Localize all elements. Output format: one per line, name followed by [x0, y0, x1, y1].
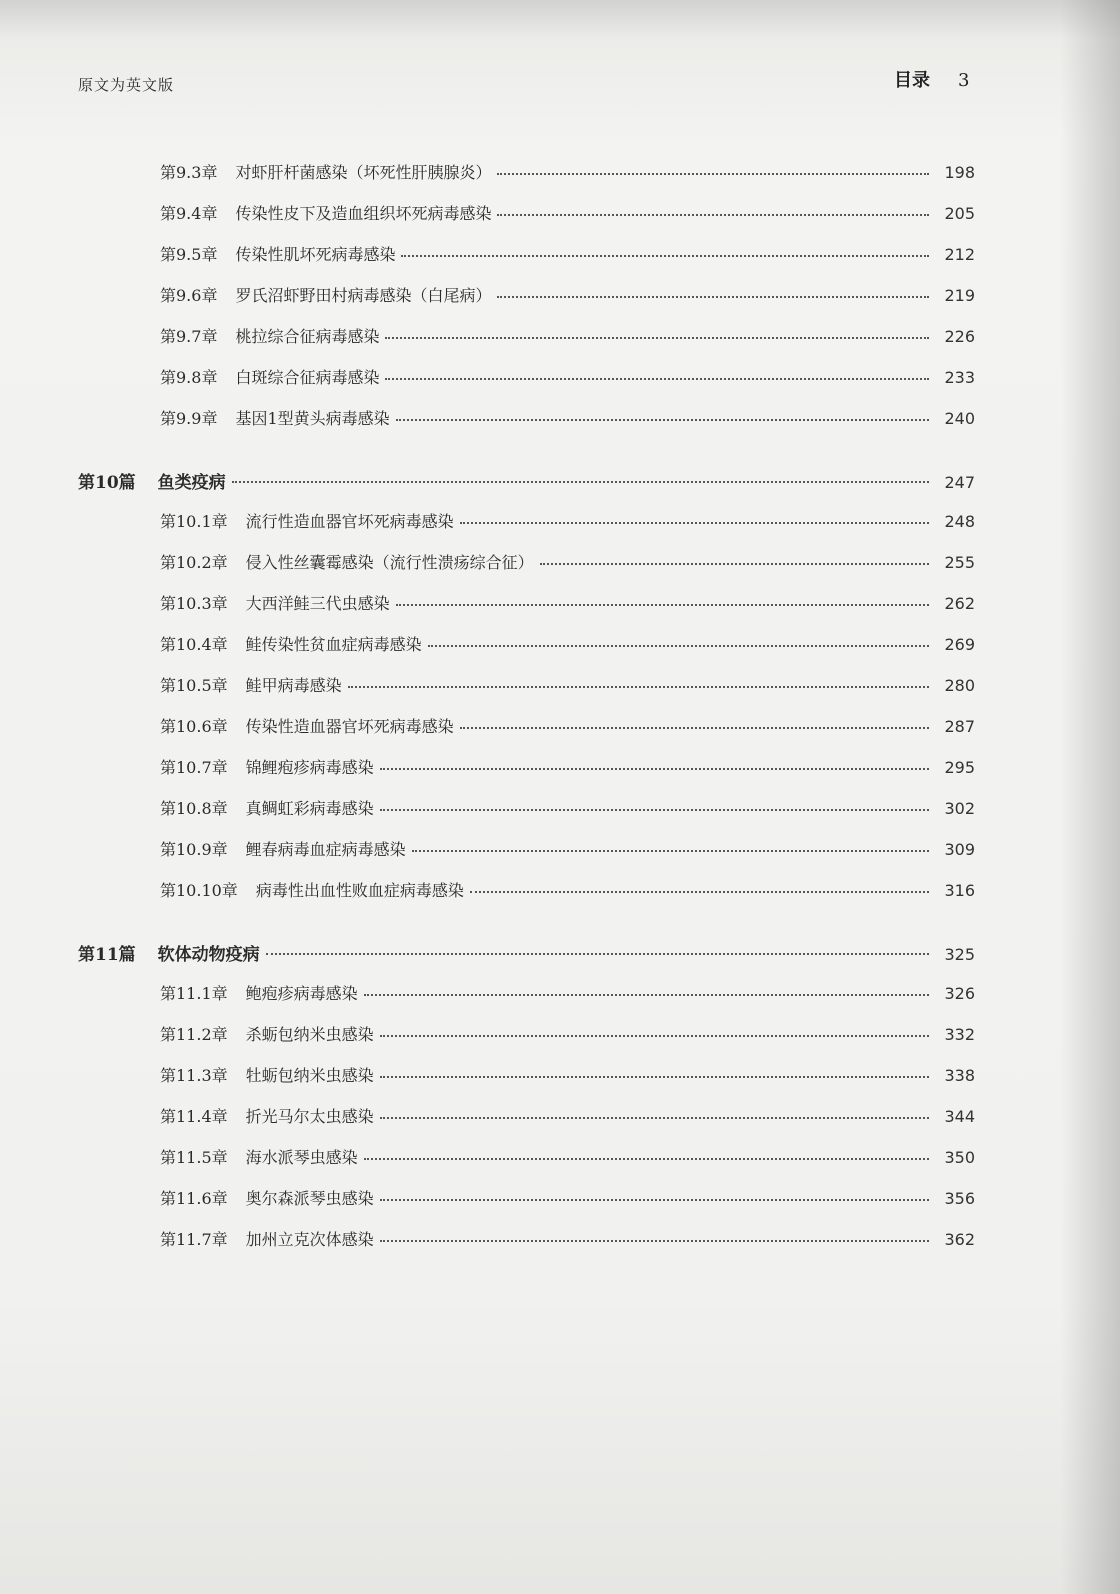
entry-title: 鲤春病毒血症病毒感染	[245, 840, 406, 859]
entry-page: 362	[944, 1230, 975, 1249]
entry-number: 第9.6章	[160, 286, 218, 305]
dot-leader	[460, 727, 929, 729]
entry-page: 356	[944, 1189, 975, 1208]
dot-leader	[232, 481, 929, 483]
entry-page: 212	[944, 245, 975, 264]
toc-entry[interactable]	[160, 591, 975, 615]
entry-page: 248	[944, 512, 975, 531]
entry-title: 病毒性出血性败血症病毒感染	[255, 881, 464, 900]
toc-entry[interactable]	[160, 324, 975, 348]
section-title: 目录	[894, 70, 930, 91]
toc-entry[interactable]	[160, 1145, 975, 1169]
toc-part-entry[interactable]	[78, 940, 975, 964]
entry-number: 第9.3章	[160, 163, 218, 182]
toc-entry[interactable]	[160, 283, 975, 307]
toc-entry[interactable]	[160, 1104, 975, 1128]
dot-leader	[470, 891, 929, 893]
entry-page: 338	[944, 1066, 975, 1085]
entry-page: 344	[944, 1107, 975, 1126]
part-title: 软体动物疫病	[157, 945, 260, 965]
dot-leader	[380, 809, 929, 811]
entry-number: 第11.1章	[160, 984, 228, 1003]
entry-title: 传染性肌坏死病毒感染	[235, 245, 396, 264]
entry-title: 牡蛎包纳米虫感染	[245, 1066, 374, 1085]
toc-part-entry[interactable]	[78, 468, 975, 492]
entry-number: 第10.5章	[160, 676, 228, 695]
entry-number: 第10.4章	[160, 635, 228, 654]
entry-title: 折光马尔太虫感染	[245, 1107, 374, 1126]
entry-number: 第9.9章	[160, 409, 218, 428]
entry-number: 第10.9章	[160, 840, 228, 859]
entry-number: 第9.7章	[160, 327, 218, 346]
dot-leader	[497, 296, 929, 298]
dot-leader	[412, 850, 929, 852]
part-number: 第11篇	[78, 945, 136, 965]
entry-page: 205	[944, 204, 975, 223]
toc-entry[interactable]	[160, 509, 975, 533]
toc-entry[interactable]	[160, 201, 975, 225]
toc-entry[interactable]	[160, 714, 975, 738]
entry-number: 第10.1章	[160, 512, 228, 531]
toc-entry[interactable]	[160, 365, 975, 389]
dot-leader	[380, 1117, 929, 1119]
dot-leader	[380, 1240, 929, 1242]
part-title: 鱼类疫病	[157, 473, 226, 493]
entry-title: 传染性皮下及造血组织坏死病毒感染	[235, 204, 492, 223]
entry-page: 287	[944, 717, 975, 736]
header-note: 原文为英文版	[78, 76, 175, 94]
entry-title: 鲍疱疹病毒感染	[245, 984, 358, 1003]
entry-page: 309	[944, 840, 975, 859]
dot-leader	[396, 419, 929, 421]
entry-title: 鲑甲病毒感染	[245, 676, 342, 695]
dot-leader	[540, 563, 929, 565]
entry-title: 对虾肝杆菌感染（坏死性肝胰腺炎）	[235, 163, 492, 182]
entry-page: 325	[944, 945, 975, 964]
entry-title: 流行性造血器官坏死病毒感染	[245, 512, 454, 531]
entry-title: 侵入性丝囊霉感染（流行性溃疡综合征）	[245, 553, 534, 572]
entry-page: 350	[944, 1148, 975, 1167]
toc-entry[interactable]	[160, 550, 975, 574]
dot-leader	[428, 645, 929, 647]
entry-number: 第11.2章	[160, 1025, 228, 1044]
dot-leader	[348, 686, 929, 688]
entry-number: 第11.6章	[160, 1189, 228, 1208]
toc-entry[interactable]	[160, 1186, 975, 1210]
toc-entry[interactable]	[160, 1227, 975, 1251]
toc-entry[interactable]	[160, 632, 975, 656]
toc-entry[interactable]	[160, 981, 975, 1005]
page-number: 3	[958, 70, 970, 91]
entry-number: 第10.8章	[160, 799, 228, 818]
dot-leader	[497, 214, 929, 216]
entry-title: 基因1型黄头病毒感染	[235, 409, 390, 428]
dot-leader	[380, 1035, 929, 1037]
toc-entry[interactable]	[160, 1063, 975, 1087]
toc-entry[interactable]	[160, 837, 975, 861]
entry-number: 第11.4章	[160, 1107, 228, 1126]
entry-number: 第11.7章	[160, 1230, 228, 1249]
entry-number: 第9.4章	[160, 204, 218, 223]
entry-title: 白斑综合征病毒感染	[235, 368, 380, 387]
dot-leader	[401, 255, 929, 257]
entry-page: 262	[944, 594, 975, 613]
entry-number: 第10.7章	[160, 758, 228, 777]
entry-title: 加州立克次体感染	[245, 1230, 374, 1249]
entry-title: 罗氏沼虾野田村病毒感染（白尾病）	[235, 286, 492, 305]
entry-number: 第10.6章	[160, 717, 228, 736]
entry-number: 第11.5章	[160, 1148, 228, 1167]
entry-title: 海水派琴虫感染	[245, 1148, 358, 1167]
toc-entry[interactable]	[160, 755, 975, 779]
dot-leader	[380, 768, 929, 770]
entry-page: 198	[944, 163, 975, 182]
entry-page: 247	[944, 473, 975, 492]
entry-title: 大西洋鲑三代虫感染	[245, 594, 390, 613]
dot-leader	[266, 953, 929, 955]
entry-number: 第9.5章	[160, 245, 218, 264]
dot-leader	[380, 1199, 929, 1201]
entry-number: 第10.3章	[160, 594, 228, 613]
entry-title: 锦鲤疱疹病毒感染	[245, 758, 374, 777]
entry-number: 第10.2章	[160, 553, 228, 572]
entry-page: 316	[944, 881, 975, 900]
entry-page: 219	[944, 286, 975, 305]
entry-page: 332	[944, 1025, 975, 1044]
entry-page: 295	[944, 758, 975, 777]
entry-page: 269	[944, 635, 975, 654]
toc-entry[interactable]	[160, 878, 975, 902]
entry-page: 255	[944, 553, 975, 572]
dot-leader	[364, 994, 929, 996]
dot-leader	[364, 1158, 929, 1160]
entry-number: 第11.3章	[160, 1066, 228, 1085]
dot-leader	[385, 378, 929, 380]
toc-entry[interactable]	[160, 796, 975, 820]
entry-page: 226	[944, 327, 975, 346]
entry-title: 杀蛎包纳米虫感染	[245, 1025, 374, 1044]
entry-title: 传染性造血器官坏死病毒感染	[245, 717, 454, 736]
entry-title: 真鲷虹彩病毒感染	[245, 799, 374, 818]
toc-entry[interactable]	[160, 160, 975, 184]
toc-entry[interactable]	[160, 1022, 975, 1046]
part-number: 第10篇	[78, 473, 136, 493]
toc-entry[interactable]	[160, 242, 975, 266]
entry-number: 第10.10章	[160, 881, 238, 900]
entry-title: 奥尔森派琴虫感染	[245, 1189, 374, 1208]
dot-leader	[497, 173, 929, 175]
entry-title: 鲑传染性贫血症病毒感染	[245, 635, 422, 654]
entry-page: 233	[944, 368, 975, 387]
toc-entry[interactable]	[160, 406, 975, 430]
entry-page: 280	[944, 676, 975, 695]
entry-page: 302	[944, 799, 975, 818]
entry-page: 240	[944, 409, 975, 428]
entry-title: 桃拉综合征病毒感染	[235, 327, 380, 346]
dot-leader	[385, 337, 929, 339]
dot-leader	[460, 522, 929, 524]
toc-entry[interactable]	[160, 673, 975, 697]
entry-page: 326	[944, 984, 975, 1003]
dot-leader	[396, 604, 929, 606]
dot-leader	[380, 1076, 929, 1078]
entry-number: 第9.8章	[160, 368, 218, 387]
